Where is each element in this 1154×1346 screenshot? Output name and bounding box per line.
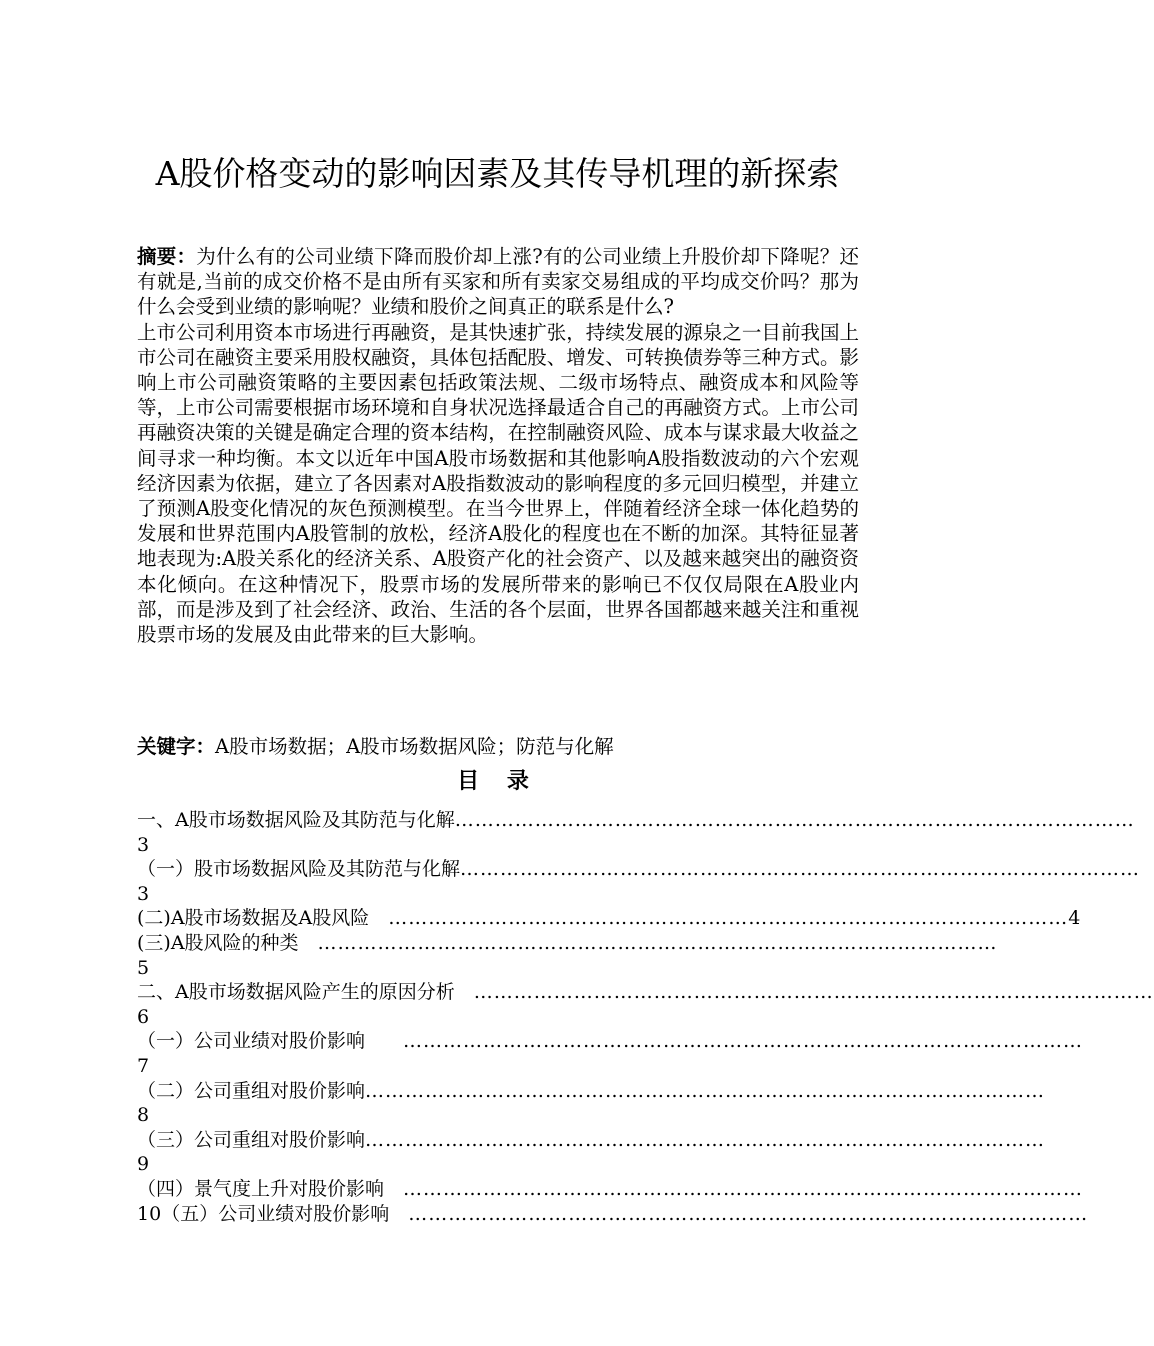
toc-entry-label: （二）公司重组对股价影响 — [137, 1079, 366, 1102]
toc-entry-label: （五）公司业绩对股价影响 — [161, 1202, 409, 1225]
toc-entry[interactable] — [137, 1079, 1046, 1128]
toc-entry[interactable] — [137, 931, 998, 980]
toc-leader-dots: ………………………………………………………………………………………… — [473, 981, 1154, 1004]
toc-entry-label: 一、A股市场数据风险及其防范与化解 — [137, 809, 455, 831]
toc-entry-page: 10 — [137, 1202, 162, 1225]
toc-entry-page: 6 — [137, 1005, 150, 1028]
toc-entry[interactable] — [137, 1128, 1046, 1177]
toc-leader-dots: ………………………………………………………………………………………… — [388, 907, 1069, 930]
toc-entry-page: 9 — [137, 1153, 150, 1176]
keywords — [137, 734, 859, 760]
abstract-text-1: 为什么有的公司业绩下降而股价却上涨?有的公司业绩上升股价却下降呢？还有就是,当前的成交价格不是由所有买家和所有卖家交易组成的平均成交价吗？那为什么会受到业绩的影响呢？业绩和股价之间真正的联系是什么? — [137, 245, 859, 319]
abstract-label: 摘要： — [137, 245, 197, 268]
toc-entry-page: 3 — [137, 833, 150, 856]
toc-leader-dots: ………………………………………………………………………………………… — [365, 1128, 1046, 1151]
toc-entry-label: （三）公司重组对股价影响 — [137, 1128, 366, 1151]
toc-leader-dots: ………………………………………………………………………………………… — [403, 1030, 1084, 1053]
abstract-paragraph-2: 上市公司利用资本市场进行再融资，是其快速扩张，持续发展的源泉之一目前我国上市公司在融资主要采用股权融资，具体包括配股、增发、可转换债券等三种方式。影响上市公司融资策略的主要因素包括政策法规、二级市场特点、融资成本和风险等等，上市公司需要根据市场环境和自身状况选择最适合自己的再融资方式。上市公司再融资决策的关键是确定合理的资本结构，在控制融资风险、成本与谋求最大收益之间寻求一种均衡。本文以近年中国A股市场数据和其他影响A股指数波动的六个宏观经济因素为依据，建立了各因素对A股指数波动的影响程度的多元回归模型，并建立了预测A股变化情况的灰色预测模型。在当今世界上，伴随着经济全球一体化趋势的发展和世界范围内A股管制的放松，经济A股化的程度也在不断的加深。其特征显著地表现为:A股关系化的经济关系、A股资产化的社会资产、以及越来越突出的融资资本化倾向。在这种情况下，股票市场的发展所带来的影响已不仅仅局限在A股业内部，而是涉及到了社会经济、政治、生活的各个层面，世界各国都越来越关注和重视股票市场的发展及由此带来的巨大影响。 — [137, 320, 859, 647]
toc-leader-dots: ………………………………………………………………………………………… — [454, 809, 1135, 831]
toc-entry-page: 5 — [137, 956, 150, 979]
abstract — [137, 244, 859, 647]
toc-entry-page: 8 — [137, 1104, 150, 1127]
keywords-text: A股市场数据；A股市场数据风险；防范与化解 — [215, 735, 614, 758]
table-of-contents — [137, 808, 1154, 1226]
toc-entry-label: （四）景气度上升对股价影响 — [137, 1177, 404, 1200]
toc-entry[interactable] — [137, 980, 1154, 1029]
toc-entry[interactable] — [137, 1029, 1084, 1078]
toc-leader-dots: ………………………………………………………………………………………… — [365, 1079, 1046, 1102]
toc-entry-label: (二)A股市场数据及A股风险 — [137, 907, 389, 930]
toc-entry-page: 4 — [1068, 907, 1081, 930]
toc-entry-label: （一）公司业绩对股价影响 — [137, 1030, 404, 1053]
document-title: A股价格变动的影响因素及其传导机理的新探索 — [155, 154, 840, 193]
toc-leader-dots: ………………………………………………………………………………………… — [408, 1202, 1089, 1225]
toc-title: 目 录 — [457, 769, 539, 794]
toc-entry-page: 7 — [137, 1054, 150, 1077]
toc-entry-label: （一）股市场数据风险及其防范与化解 — [137, 858, 461, 881]
abstract-paragraph-1 — [137, 244, 859, 320]
toc-leader-dots: ………………………………………………………………………………………… — [403, 1177, 1084, 1200]
toc-entry[interactable] — [137, 808, 1135, 857]
toc-entry-label: 二、A股市场数据风险产生的原因分析 — [137, 981, 474, 1004]
toc-entry[interactable] — [137, 1177, 1084, 1202]
toc-entry[interactable] — [137, 1202, 1089, 1227]
toc-entry[interactable] — [137, 906, 1081, 931]
keywords-label: 关键字： — [137, 735, 216, 758]
toc-entry[interactable] — [137, 857, 1141, 906]
toc-leader-dots: ………………………………………………………………………………………… — [317, 931, 998, 954]
toc-entry-page: 3 — [137, 882, 150, 905]
toc-leader-dots: ………………………………………………………………………………………… — [460, 858, 1141, 881]
toc-entry-label: (三)A股风险的种类 — [137, 931, 318, 954]
